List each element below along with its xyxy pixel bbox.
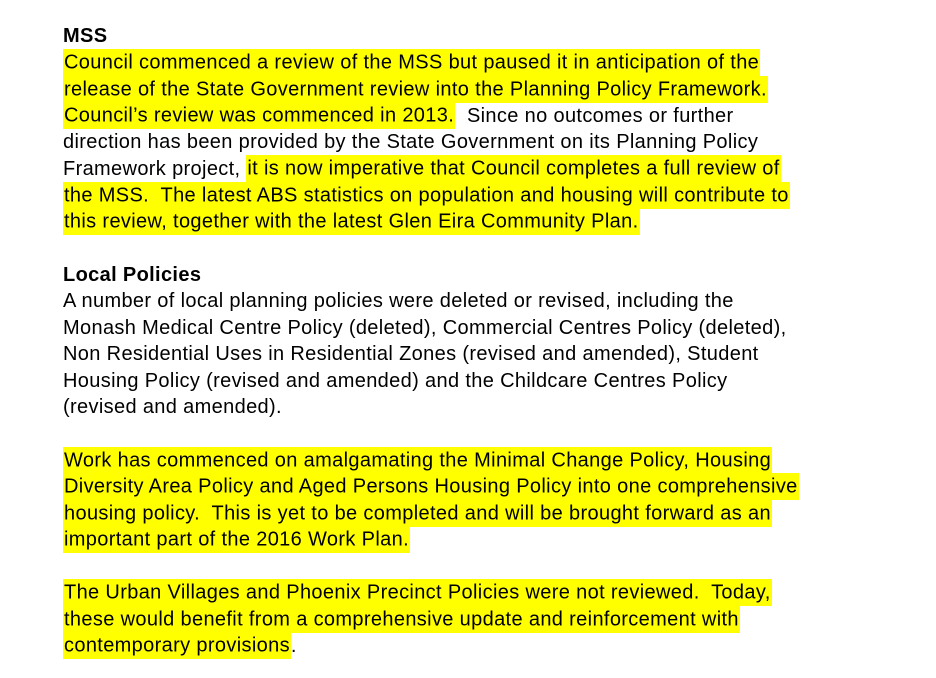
highlighted-text: the MSS. The latest ABS statistics on population and housing will contribute to [63, 182, 790, 209]
highlighted-text: Diversity Area Policy and Aged Persons Housing Policy into one comprehensive [63, 473, 799, 500]
text-line [63, 156, 906, 183]
plain-text: Non Residential Uses in Residential Zones (revised and amended), Student [63, 343, 759, 365]
text-line [63, 447, 906, 474]
document-content [63, 23, 906, 659]
section-heading [63, 23, 906, 50]
highlighted-text: this review, together with the latest Glen Eira Community Plan. [63, 208, 640, 235]
text-line [63, 103, 906, 130]
text-line [63, 368, 906, 395]
plain-text: . [290, 634, 297, 657]
highlighted-text: Council’s review was commenced in 2013. [63, 102, 455, 129]
text-line [63, 341, 906, 368]
paragraph [63, 580, 906, 660]
highlighted-text: it is now imperative that Council completes a full review of [246, 155, 780, 182]
section-heading [63, 262, 906, 289]
highlighted-text: Work has commenced on amalgamating the Minimal Change Policy, Housing [63, 447, 772, 474]
text-line [63, 527, 906, 554]
text-line [63, 288, 906, 315]
text-line [63, 129, 906, 156]
text-line [63, 580, 906, 607]
highlighted-text: release of the State Government review into the Planning Policy Framework. [63, 76, 768, 103]
heading-text: Local Policies [63, 263, 202, 286]
plain-text: Since no outcomes or further [455, 104, 734, 127]
paragraph [63, 447, 906, 553]
text-line [63, 315, 906, 342]
plain-text: (revised and amended). [63, 396, 282, 418]
text-line [63, 474, 906, 501]
highlighted-text: The Urban Villages and Phoenix Precinct Policies were not reviewed. Today, [63, 579, 772, 606]
text-line [63, 500, 906, 527]
plain-text: direction has been provided by the State Government on its Planning Policy [63, 131, 759, 153]
highlighted-text: Council commenced a review of the MSS but paused it in anticipation of the [63, 49, 760, 76]
heading-text: MSS [63, 25, 108, 47]
text-line [63, 182, 906, 209]
text-line [63, 394, 906, 421]
text-line [63, 633, 906, 660]
highlighted-text: contemporary provisions [63, 632, 291, 659]
paragraph [63, 288, 906, 421]
paragraph [63, 50, 906, 236]
plain-text: Housing Policy (revised and amended) and the Childcare Centres Policy [63, 369, 728, 392]
highlighted-text: housing policy. This is yet to be completed and will be brought forward as an [63, 500, 772, 527]
text-line [63, 50, 906, 77]
text-line [63, 76, 906, 103]
plain-text: Framework project, [63, 157, 247, 180]
text-line [63, 606, 906, 633]
highlighted-text: important part of the 2016 Work Plan. [63, 526, 410, 553]
text-line [63, 209, 906, 236]
highlighted-text: these would benefit from a comprehensive update and reinforcement with [63, 606, 740, 633]
plain-text: A number of local planning policies were deleted or revised, including the [63, 290, 734, 312]
plain-text: Monash Medical Centre Policy (deleted), Commercial Centres Policy (deleted), [63, 316, 787, 339]
